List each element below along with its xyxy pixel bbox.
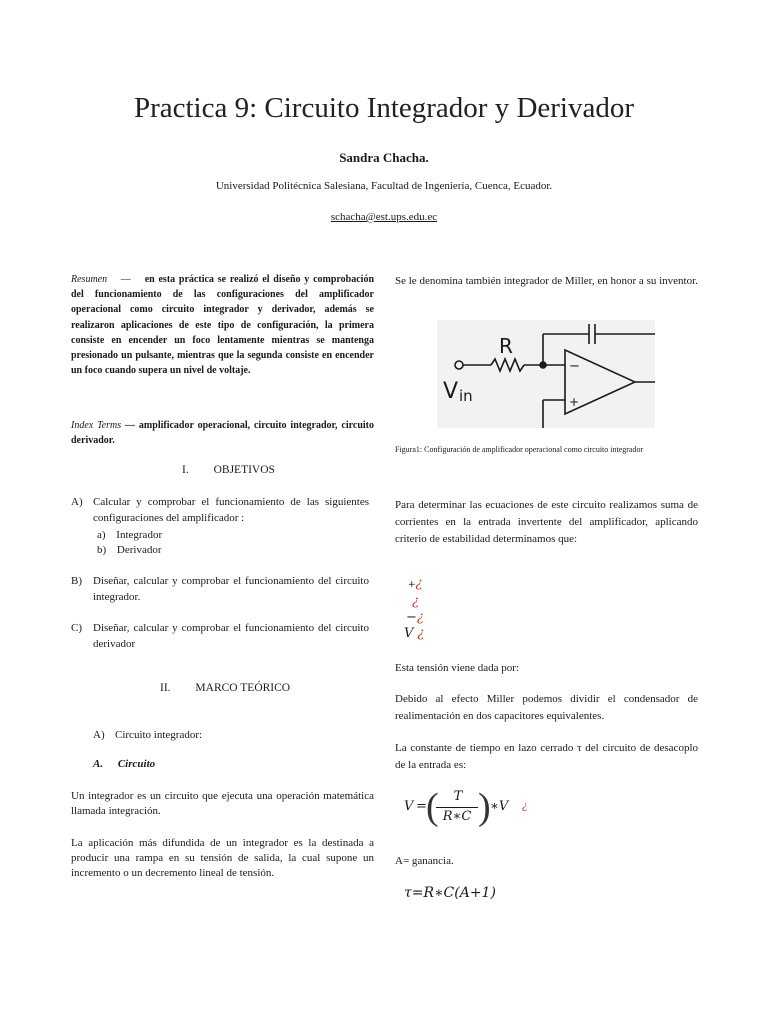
objective-sub-b bbox=[97, 543, 162, 558]
objective-a-text: Calcular y comprobar el funcionamiento de las siguientes configuraciones del amplificador : bbox=[93, 496, 369, 524]
input-voltage-label: V bbox=[443, 379, 459, 404]
paragraph-constante: La constante de tiempo en lazo cerrado τ del circuito de desacoplo de la entrada es: bbox=[395, 742, 698, 771]
integrator-schematic bbox=[437, 320, 655, 428]
abstract-text: en esta práctica se realizó el diseño y comprobación del funcionamiento de las configuraciones del amplificador operacional como circuito integrador y derivador, además se realizaron aplicaciones de este tipo de configuración, la primera consiste en encender un foco lentamente mientras se mantenga presionado un pulsante, mientras que la segunda consiste en encender un foco cuando supera un nivel de voltaje. bbox=[71, 274, 375, 377]
input-voltage-subscript: in bbox=[459, 387, 473, 405]
section-2-heading bbox=[160, 682, 290, 694]
objective-sub-a-text: Integrador bbox=[116, 529, 163, 541]
section-2-title: MARCO TEÓRICO bbox=[195, 682, 291, 694]
equation-line-4: V ¿ bbox=[404, 626, 425, 641]
index-terms bbox=[71, 418, 374, 448]
paragraph-tension: Esta tensión viene dada por: bbox=[395, 662, 520, 674]
objective-a bbox=[71, 495, 369, 526]
index-terms-dash: — bbox=[125, 420, 136, 431]
section-1-heading bbox=[182, 464, 275, 476]
objective-sub-a bbox=[97, 528, 162, 543]
section-1-number: I. bbox=[182, 464, 189, 476]
ganancia-label: A= ganancia. bbox=[395, 855, 454, 867]
objective-c-label: C) bbox=[71, 622, 82, 634]
objective-sub-b-label: b) bbox=[97, 544, 107, 556]
equation-line-2: ¿ bbox=[412, 594, 419, 609]
objective-sub-b-text: Derivador bbox=[116, 544, 162, 556]
index-terms-text: amplificador operacional, circuito integrador, circuito derivador. bbox=[71, 420, 375, 447]
objective-sub-a-label: a) bbox=[97, 529, 106, 541]
formula-tau: τ=R∗C(A+1) bbox=[404, 885, 496, 901]
paragraph-ecuaciones: Para determinar las ecuaciones de este circuito realizamos suma de corrientes en la entrada invertente del amplificador, aplicando criterio de estabilidad determinamos que: bbox=[395, 499, 698, 545]
theory-item-a-text: Circuito integrador: bbox=[115, 729, 203, 741]
theory-item-a bbox=[93, 728, 363, 744]
affiliation: Universidad Politécnica Salesiana, Facultad de Ingeniería, Cuenca, Ecuador. bbox=[215, 180, 553, 192]
figure-caption: Figura1: Configuración de amplificador operacional como circuito integrador bbox=[395, 445, 644, 454]
objective-c-text: Diseñar, calcular y comprobar el funcionamiento del circuito derivador bbox=[93, 622, 369, 650]
paragraph-aplicacion: La aplicación más difundida de un integrador es la destinada a producir una rampa en su tensión de salida, la cual supone un incremento o un decremento lineal de tensión. bbox=[71, 837, 374, 879]
objective-b-label: B) bbox=[71, 575, 82, 587]
author-name: Sandra Chacha. bbox=[339, 150, 429, 165]
equation-line-3: −¿ bbox=[406, 610, 424, 625]
objective-b-text: Diseñar, calcular y comprobar el funcionamiento del circuito integrador. bbox=[93, 575, 369, 603]
paragraph-integrador: Un integrador es un circuito que ejecuta una operación matemática llamada integración. bbox=[71, 790, 374, 817]
abstract bbox=[71, 272, 374, 378]
figure-integrator-circuit bbox=[437, 320, 655, 428]
section-2-number: II. bbox=[160, 682, 171, 694]
abstract-label: Resumen bbox=[71, 274, 108, 285]
op-amp-minus: − bbox=[569, 359, 580, 374]
paragraph-miller: Se le denomina también integrador de Miller, en honor a su inventor. bbox=[395, 275, 698, 287]
input-terminal-icon bbox=[455, 361, 463, 369]
index-terms-label: Index Terms bbox=[71, 420, 122, 431]
theory-item-a-label: A) bbox=[93, 729, 105, 741]
op-amp-plus: + bbox=[569, 395, 580, 409]
objective-c bbox=[71, 621, 369, 652]
subsection-heading bbox=[93, 758, 155, 770]
equation-stack bbox=[404, 575, 424, 641]
objective-b bbox=[71, 574, 369, 605]
subsection-label: A. bbox=[93, 758, 104, 770]
paper-title: Practica 9: Circuito Integrador y Derivador bbox=[133, 92, 635, 124]
subsection-title: Circuito bbox=[117, 758, 156, 770]
section-1-title: OBJETIVOS bbox=[213, 464, 275, 476]
resistor-label: R bbox=[499, 334, 513, 358]
author-email-link[interactable]: schacha@est.ups.edu.ec bbox=[330, 211, 438, 223]
equation-line-1: +¿ bbox=[408, 576, 423, 591]
paragraph-miller-effect: Debido al efecto Miller podemos dividir el condensador de realimentación en dos capacitores equivalentes. bbox=[395, 693, 698, 722]
objective-a-label: A) bbox=[71, 496, 83, 508]
abstract-dash: — bbox=[120, 274, 131, 285]
